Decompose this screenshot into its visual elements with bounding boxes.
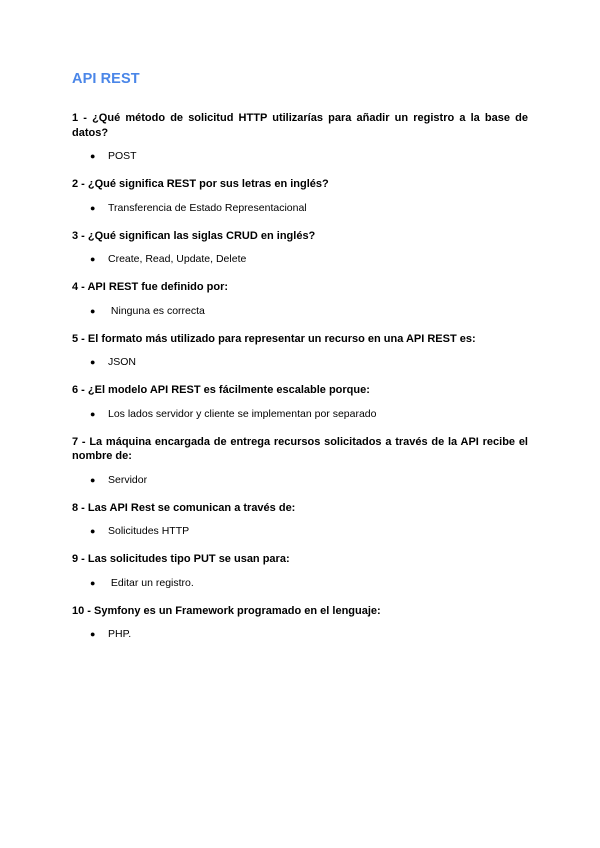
answer-text-5: JSON <box>108 356 137 368</box>
bullet-icon: ● <box>90 254 96 264</box>
answer-7 <box>72 474 528 487</box>
bullet-icon: ● <box>90 577 96 588</box>
answer-5 <box>72 356 528 369</box>
answer-text-10: PHP. <box>108 628 132 640</box>
answer-text-7: Servidor <box>108 473 148 486</box>
qa-item-4 <box>72 280 528 318</box>
qa-item-3 <box>72 229 528 267</box>
answer-8 <box>72 525 528 538</box>
bullet-icon: ● <box>90 526 96 536</box>
qa-item-1 <box>72 111 528 163</box>
question-2: 2 - ¿Qué significa REST por sus letras en inglés? <box>72 178 329 190</box>
qa-item-10 <box>72 604 528 642</box>
answer-text-2: Transferencia de Estado Representacional <box>108 201 307 214</box>
question-6: 6 - ¿El modelo API REST es fácilmente escalable porque: <box>72 384 370 396</box>
answer-list-5 <box>72 356 528 369</box>
qa-item-2 <box>72 177 528 215</box>
answer-10 <box>72 628 528 641</box>
question-8: 8 - Las API Rest se comunican a través de: <box>72 501 296 514</box>
document-title: API REST <box>72 71 140 87</box>
qa-item-6 <box>72 383 528 421</box>
qa-item-5 <box>72 332 528 370</box>
answer-list-2 <box>72 202 528 215</box>
answer-1 <box>72 150 528 163</box>
answer-list-7 <box>72 474 528 487</box>
question-9: 9 - Las solicitudes tipo PUT se usan para: <box>72 553 290 565</box>
bullet-icon: ● <box>90 357 96 367</box>
answer-list-1 <box>72 150 528 163</box>
answer-text-8: Solicitudes HTTP <box>108 525 190 537</box>
question-4: 4 - API REST fue definido por: <box>72 281 229 293</box>
question-list <box>72 111 528 655</box>
question-3: 3 - ¿Qué significan las siglas CRUD en inglés? <box>72 229 316 242</box>
question-5: 5 - El formato más utilizado para representar un recurso en una API REST es: <box>72 332 476 345</box>
qa-item-9 <box>72 552 528 590</box>
qa-item-7 <box>72 435 528 487</box>
answer-text-3: Create, Read, Update, Delete <box>108 253 247 265</box>
bullet-icon: ● <box>90 202 96 213</box>
answer-list-10 <box>72 628 528 641</box>
bullet-icon: ● <box>90 151 96 161</box>
answer-2 <box>72 202 528 215</box>
answer-text-6: Los lados servidor y cliente se implementan por separado <box>108 407 377 420</box>
answer-list-9 <box>72 577 528 590</box>
bullet-icon: ● <box>90 408 96 419</box>
answer-9 <box>72 577 528 590</box>
answer-list-6 <box>72 408 528 421</box>
answer-list-8 <box>72 525 528 538</box>
answer-list-3 <box>72 253 528 266</box>
answer-3 <box>72 253 528 266</box>
answer-list-4 <box>72 305 528 318</box>
answer-4 <box>72 305 528 318</box>
answer-text-9: Editar un registro. <box>108 576 194 589</box>
answer-text-1: POST <box>108 150 137 162</box>
qa-item-8 <box>72 501 528 539</box>
bullet-icon: ● <box>90 305 96 316</box>
question-7: 7 - La máquina encargada de entrega recursos solicitados a través de la API recibe el nombre de: <box>72 435 528 462</box>
answer-text-4: Ninguna es correcta <box>108 304 205 317</box>
question-10: 10 - Symfony es un Framework programado en el lenguaje: <box>72 604 381 617</box>
question-1: 1 - ¿Qué método de solicitud HTTP utilizarías para añadir un registro a la base de datos? <box>72 112 528 139</box>
answer-6 <box>72 408 528 421</box>
bullet-icon: ● <box>90 629 96 639</box>
bullet-icon: ● <box>90 474 96 485</box>
